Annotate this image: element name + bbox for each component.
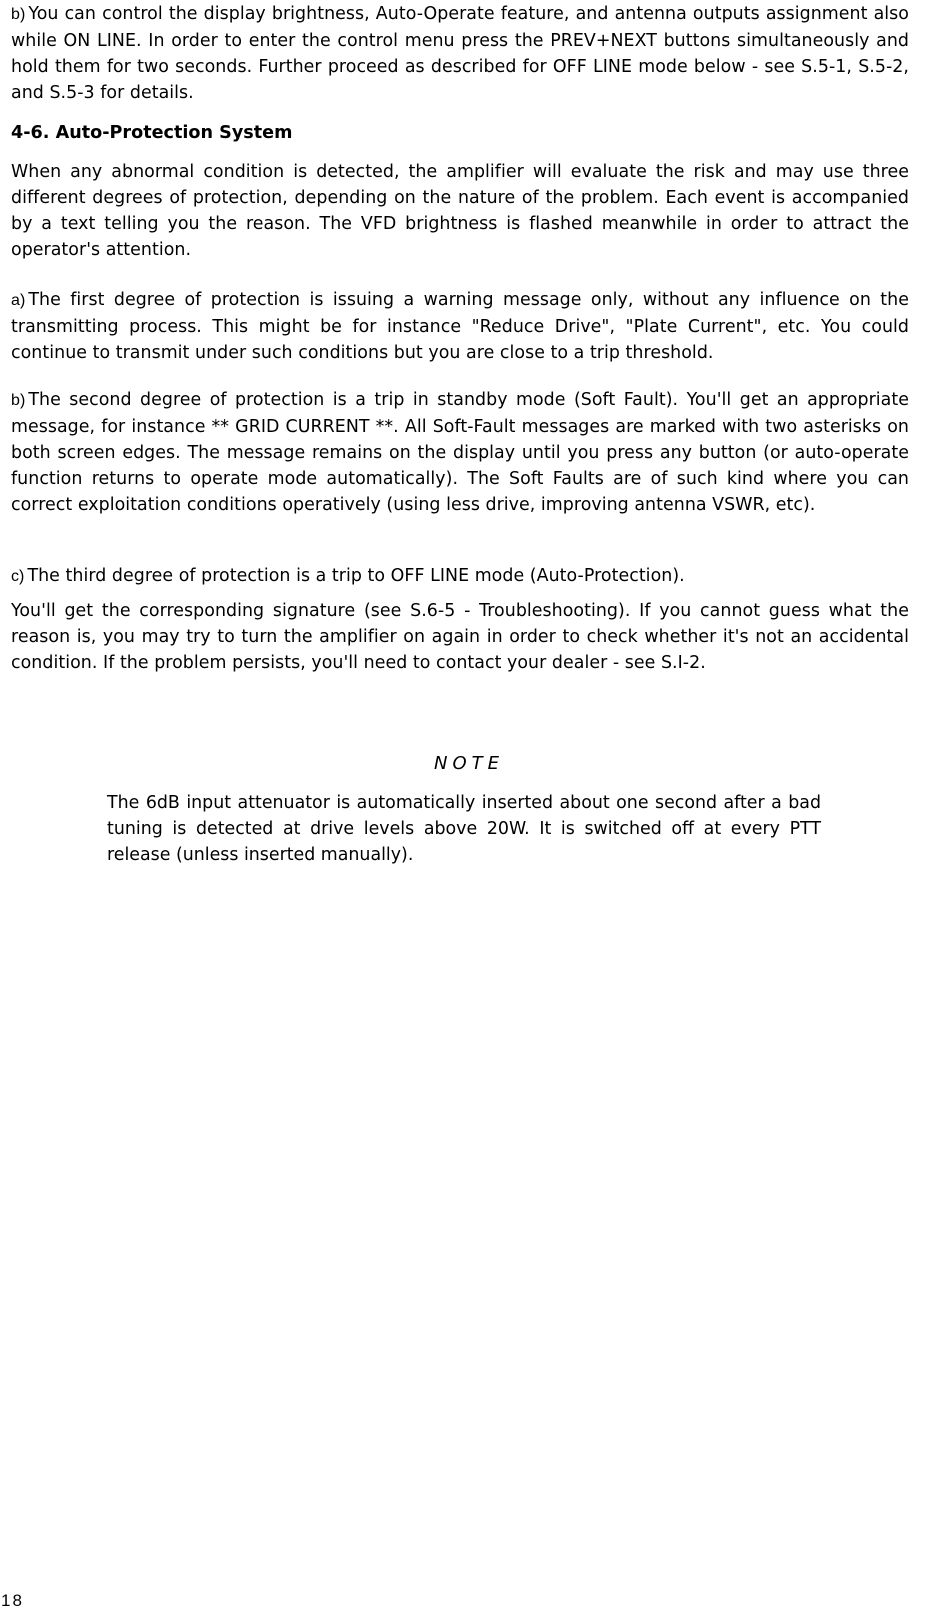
list-marker-c: c) (11, 568, 25, 585)
paragraph-b-text: The second degree of protection is a trip in standby mode (Soft Fault). You'll get an appropriate message, for instance ** GRID CURRENT **. All Soft-Fault messages are marked with two asterisks on both screen edges. The message remains on the display until you press any button (or auto-operate function returns to operate mode automatically). The Soft Faults are of such kind where you can correct exploitation conditions operatively (using less drive, improving antenna VSWR, etc). (11, 390, 909, 515)
paragraph-a-text: The first degree of protection is issuing a warning message only, without any influence on the transmitting process. This might be for instance "Reduce Drive", "Plate Current", etc. You could continue to transmit under such conditions but you are close to a trip threshold. (11, 290, 909, 363)
paragraph-c-offline (11, 563, 909, 590)
paragraph-b-online-control-text: You can control the display brightness, Auto-Operate feature, and antenna outputs assignment also while ON LINE. In order to enter the control menu press the PREV+NEXT buttons simultaneously and hold them for two seconds. Further proceed as described for OFF LINE mode below - see S.5-1, S.5-2, and S.5-3 for details. (11, 4, 909, 103)
list-marker-a: a) (11, 292, 26, 309)
list-marker-b-2: b) (11, 392, 26, 409)
note-body: The 6dB input attenuator is automatically inserted about one second after a bad tuning is detected at drive levels above 20W. It is switched off at every PTT release (unless inserted manually). (107, 793, 821, 865)
section-heading-auto-protection: 4-6. Auto-Protection System (11, 123, 293, 143)
paragraph-intro: When any abnormal condition is detected, the amplifier will evaluate the risk and may use three different degrees of protection, depending on the nature of the problem. Each event is accompanied by a text telling you the reason. The VFD brightness is flashed meanwhile in order to attract the operator's attention. (11, 162, 909, 260)
paragraph-c-text: The third degree of protection is a trip to OFF LINE mode (Auto-Protection). (27, 566, 685, 586)
paragraph-b-online-control (11, 1, 909, 106)
note-title: NOTE (433, 753, 504, 774)
page-number: 18 (1, 1591, 24, 1610)
paragraph-closing: You'll get the corresponding signature (see S.6-5 - Troubleshooting). If you cannot guess what the reason is, you may try to turn the amplifier on again in order to check whether it's not an accidental condition. If the problem persists, you'll need to contact your dealer - see S.I-2. (11, 601, 909, 673)
list-marker-b: b) (11, 6, 26, 23)
paragraph-b-soft-fault (11, 387, 909, 518)
paragraph-a-warning (11, 287, 909, 366)
